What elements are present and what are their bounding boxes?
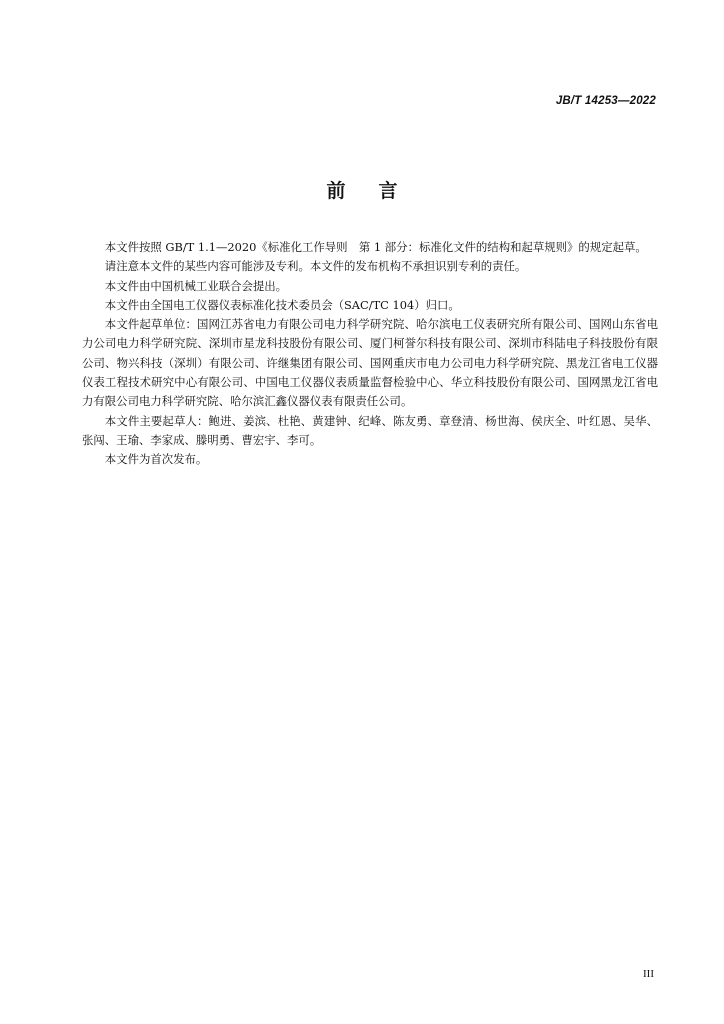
standard-code: JB/T 14253—2022 [555, 95, 656, 107]
paragraph-proposed-by: 本文件由中国机械工业联合会提出。 [104, 278, 288, 293]
paragraph-main-drafters: 本文件主要起草人：鲍进、姜滨、杜艳、黄建钟、纪峰、陈友勇、章登清、杨世海、侯庆全、叶红恩、吴华、张闯、王瑜、李家成、滕明勇、曹宏宇、李可。 [82, 413, 658, 447]
page-number: III [643, 968, 654, 980]
page-title: 前言 [326, 180, 431, 202]
paragraph-patent-notice: 请注意本文件的某些内容可能涉及专利。本文件的发布机构不承担识别专利的责任。 [104, 259, 527, 274]
paragraph-administered-by: 本文件由全国电工仪器仪表标准化技术委员会（SAC/TC 104）归口。 [104, 297, 460, 312]
paragraph-drafting-rules: 本文件按照 GB/T 1.1—2020《标准化工作导则 第 1 部分：标准化文件的结构和起草规则》的规定起草。 [104, 240, 647, 254]
paragraph-drafting-organizations: 本文件起草单位：国网江苏省电力有限公司电力科学研究院、哈尔滨电工仪表研究所有限公司、国网山东省电力公司电力科学研究院、深圳市星龙科技股份有限公司、厦门柯誉尔科技有限公司、深圳市科陆电子科技股份有限公司、物兴科技（深圳）有限公司、许继集团有限公司、国网重庆市电力公司电力科学研究院、黑龙江省电工仪器仪表工程技术研究中心有限公司、中国电工仪器仪表质量监督检验中心、华立科技股份有限公司、国网黑龙江省电力有限公司电力科学研究院、哈尔滨汇鑫仪器仪表有限责任公司。 [82, 317, 658, 409]
paragraph-first-release: 本文件为首次发布。 [104, 452, 208, 467]
foreword-body [82, 238, 658, 470]
